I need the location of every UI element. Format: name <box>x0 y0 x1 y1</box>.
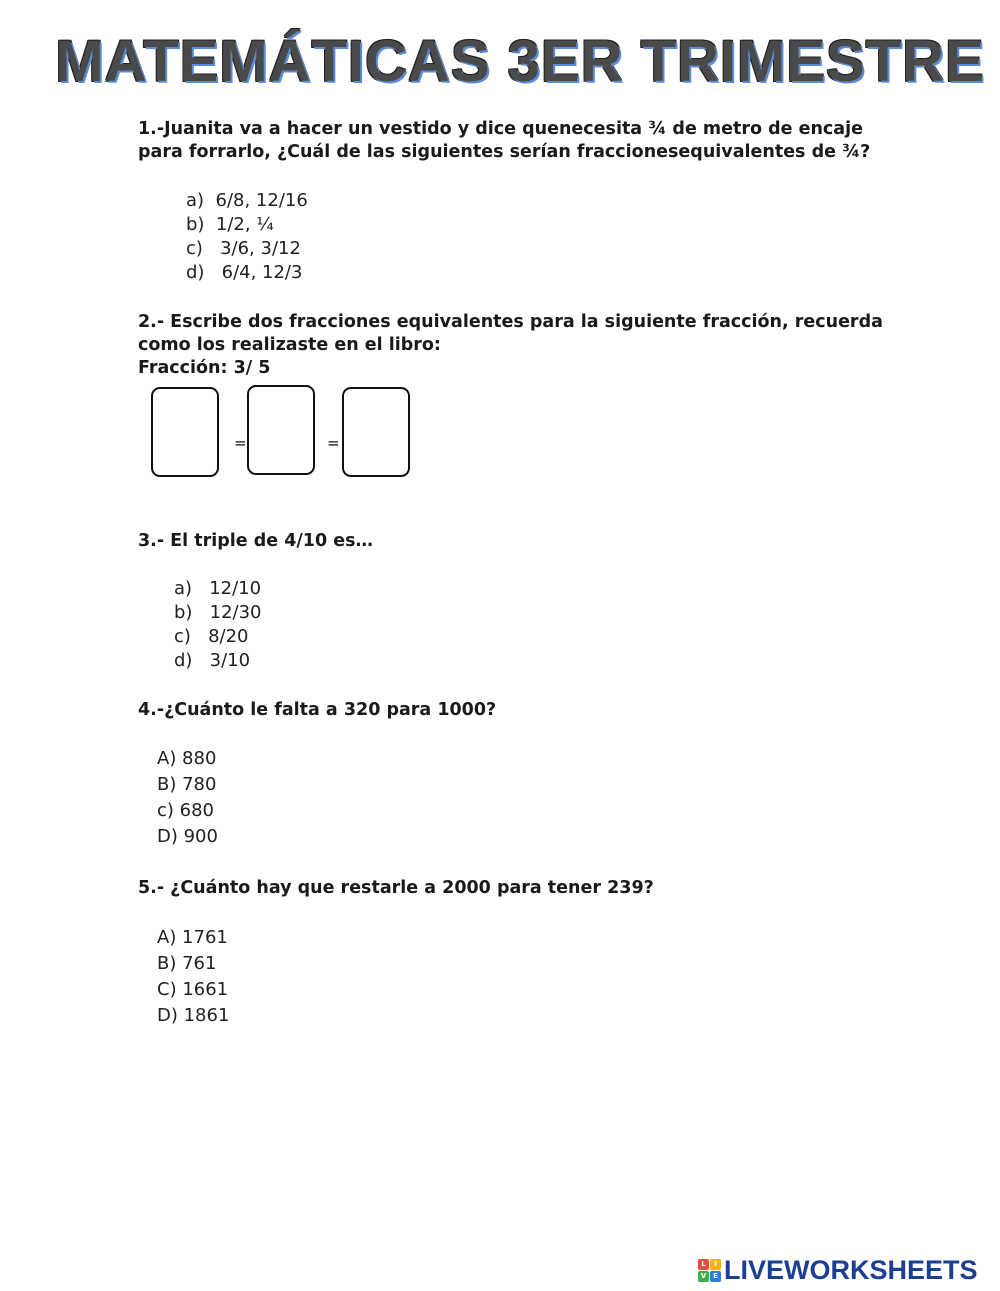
logo-blocks-icon <box>698 1259 721 1282</box>
option-d[interactable]: d) 3/10 <box>174 650 251 671</box>
option-d[interactable]: d) 6/4, 12/3 <box>186 262 303 283</box>
option-c[interactable]: c) 680 <box>157 800 214 821</box>
question-1 <box>138 118 870 164</box>
question-4-options <box>157 746 218 850</box>
question-2 <box>138 311 883 380</box>
option-b[interactable]: b) 12/30 <box>174 602 262 623</box>
logo-text: LIVEWORKSHEETS <box>724 1255 978 1285</box>
question-5-options <box>157 925 229 1029</box>
liveworksheets-logo <box>698 1255 978 1286</box>
question-3-options <box>174 577 262 673</box>
option-b[interactable]: b) 1/2, ¼ <box>186 214 274 235</box>
fraction-box-1[interactable] <box>151 387 219 477</box>
question-1-line-1: 1.-Juanita va a hacer un vestido y dice quenecesita ¾ de metro de encaje <box>138 119 863 139</box>
option-a[interactable]: a) 6/8, 12/16 <box>186 190 308 211</box>
question-2-line-1: 2.- Escribe dos fracciones equivalentes para la siguiente fracción, recuerda <box>138 312 883 332</box>
logo-block-e: E <box>710 1271 721 1282</box>
question-2-line-2: como los realizaste en el libro: <box>138 335 441 355</box>
option-d[interactable]: D) 1861 <box>157 1005 230 1026</box>
fraction-box-2[interactable] <box>247 385 315 475</box>
option-c[interactable]: c) 8/20 <box>174 626 249 647</box>
option-d[interactable]: D) 900 <box>157 826 218 847</box>
option-c[interactable]: c) 3/6, 3/12 <box>186 238 301 259</box>
page-title: MATEMÁTICAS 3ER TRIMESTRE <box>55 29 985 94</box>
logo-block-l: L <box>698 1259 709 1270</box>
logo-block-v: V <box>698 1271 709 1282</box>
equals-sign-1: = <box>234 434 247 452</box>
option-a[interactable]: a) 12/10 <box>174 578 262 599</box>
logo-block-i: I <box>710 1259 721 1270</box>
question-1-line-2: para forrarlo, ¿Cuál de las siguientes serían fraccionesequivalentes de ¾? <box>138 142 871 162</box>
question-5: 5.- ¿Cuánto hay que restarle a 2000 para tener 239? <box>138 878 654 898</box>
option-b[interactable]: B) 780 <box>157 774 217 795</box>
option-b[interactable]: B) 761 <box>157 953 217 974</box>
option-c[interactable]: C) 1661 <box>157 979 229 1000</box>
question-3: 3.- El triple de 4/10 es… <box>138 531 373 551</box>
question-1-options <box>186 189 308 285</box>
question-2-line-3: Fracción: 3/ 5 <box>138 358 271 378</box>
question-4: 4.-¿Cuánto le falta a 320 para 1000? <box>138 700 497 720</box>
option-a[interactable]: A) 1761 <box>157 927 228 948</box>
equals-sign-2: = <box>327 434 340 452</box>
option-a[interactable]: A) 880 <box>157 748 217 769</box>
fraction-box-3[interactable] <box>342 387 410 477</box>
